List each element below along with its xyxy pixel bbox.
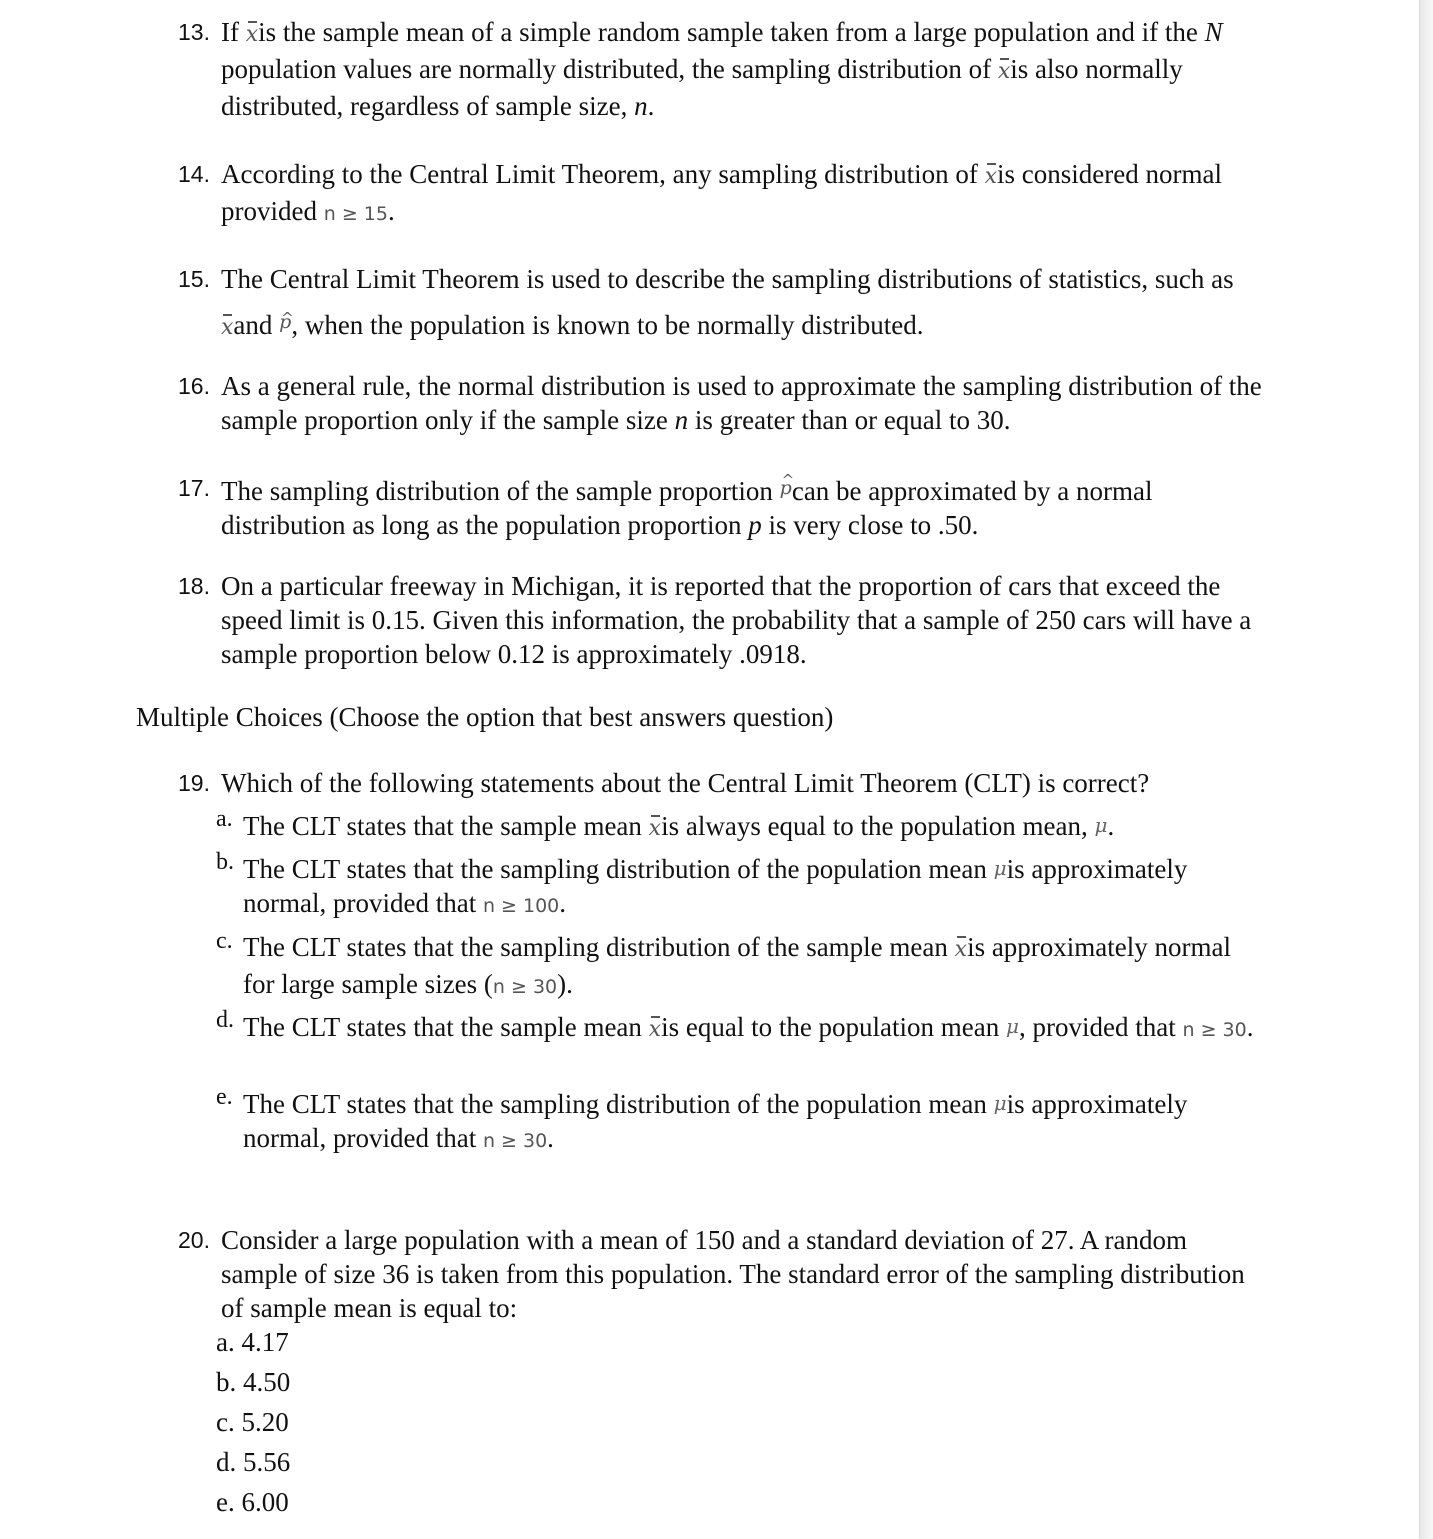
question-stem: Consider a large population with a mean of 150 and a standard deviation of 27. A random sample of size 36 is taken from this population. The standard error of the sampling distribution of sample mean is equal to: [221,1225,1245,1323]
x-bar-symbol: x [648,1017,662,1042]
mu-symbol: μ [1006,1014,1020,1038]
question-text: The sampling distribution of the sample proportion ^ $^p$can be approximated by a normal distribution as long as the population proportion p is very close to .50. [221,471,1268,542]
question-number: 13. [178,19,210,45]
option-text: The CLT states that the sampling distribution of the population mean μis approximately normal, provided that n ≥ 100. [243,854,1188,918]
condition-formula: n ≥ 30 [1182,1019,1247,1041]
question-14 [178,157,1268,231]
question-number: 18. [178,573,210,599]
question-13 [178,15,1268,123]
question-text: According to the Central Limit Theorem, any sampling distribution of xis considered normal provided n ≥ 15. [221,159,1222,226]
p-hat-symbol: ^ $^p$ [780,477,792,499]
option-letter: c. [216,928,233,954]
scrollbar-track[interactable] [1419,0,1433,1539]
question-17 [178,471,1268,542]
question-text: The Central Limit Theorem is used to describe the sampling distributions of statistics, such as xand ^ $^p$, when the population is known to be normally distributed. [221,258,1268,349]
x-bar-symbol: x [245,22,259,47]
option-19c [216,930,1266,1004]
option-letter: b. [216,849,234,875]
question-text: If xis the sample mean of a simple random sample taken from a large population and if the N population values are normally distributed, the sampling distribution of xis also normally distributed, regardless of sample size, n. [221,17,1223,121]
question-text: On a particular freeway in Michigan, it is reported that the proportion of cars that exceed the speed limit is 0.15. Given this information, the probability that a sample of 250 cars will have a sample proportion below 0.12 is approximately .0918. [221,571,1252,669]
question-18 [178,569,1268,671]
x-bar-symbol: x [648,816,662,841]
option-letter: d. [216,1007,234,1033]
x-bar-symbol: x [221,315,234,340]
answer-option: b. 4.50 [216,1367,291,1397]
mu-symbol: μ [1094,813,1108,837]
option-letter: a. [216,806,233,832]
option-19b [216,851,1266,923]
condition-formula: n ≥ 30 [482,1130,548,1152]
answer-option: c. 5.20 [216,1407,289,1437]
condition-formula: n ≥ 100 [482,895,560,917]
question-number: 19. [178,770,210,796]
question-text: As a general rule, the normal distribution is used to approximate the sampling distribution of the sample proportion only if the sample size n is greater than or equal to 30. [221,371,1262,435]
option-19e [216,1086,1266,1158]
option-text: The CLT states that the sampling distribution of the sample mean xis approximately normal for large sample sizes (n ≥ 30). [243,932,1231,999]
mu-symbol: μ [993,1091,1007,1115]
mu-symbol: μ [993,856,1007,880]
option-text: The CLT states that the sampling distribution of the population mean μis approximately normal, provided that n ≥ 30. [243,1089,1188,1153]
question-number: 15. [178,266,210,292]
question-16 [178,369,1268,437]
option-19d [216,1009,1266,1047]
question-19 [178,766,1268,800]
question-number: 16. [178,373,210,399]
question-20 [178,1223,1268,1325]
answer-option: e. 6.00 [216,1487,289,1517]
question-stem: Which of the following statements about the Central Limit Theorem (CLT) is correct? [221,768,1150,798]
condition-formula: n ≥ 15 [323,203,388,225]
option-letter: e. [216,1084,233,1110]
question-number: 14. [178,161,210,187]
p-hat-symbol: ^ $^p$ [279,311,291,333]
condition-formula: n ≥ 30 [492,976,558,998]
option-text: The CLT states that the sample mean xis always equal to the population mean, μ. [243,811,1115,841]
question-15 [178,258,1268,349]
answer-option: a. 4.17 [216,1327,289,1357]
x-bar-symbol: x [984,164,998,189]
section-heading: Multiple Choices (Choose the option that best answers question) [136,702,834,732]
answer-option: d. 5.56 [216,1447,291,1477]
question-number: 20. [178,1227,210,1253]
x-bar-symbol: x [954,937,968,962]
option-19a [216,808,1266,846]
question-number: 17. [178,475,210,501]
x-bar-symbol: x [997,59,1011,84]
option-text: The CLT states that the sample mean xis equal to the population mean μ, provided that n ≥ 30. [243,1012,1254,1042]
